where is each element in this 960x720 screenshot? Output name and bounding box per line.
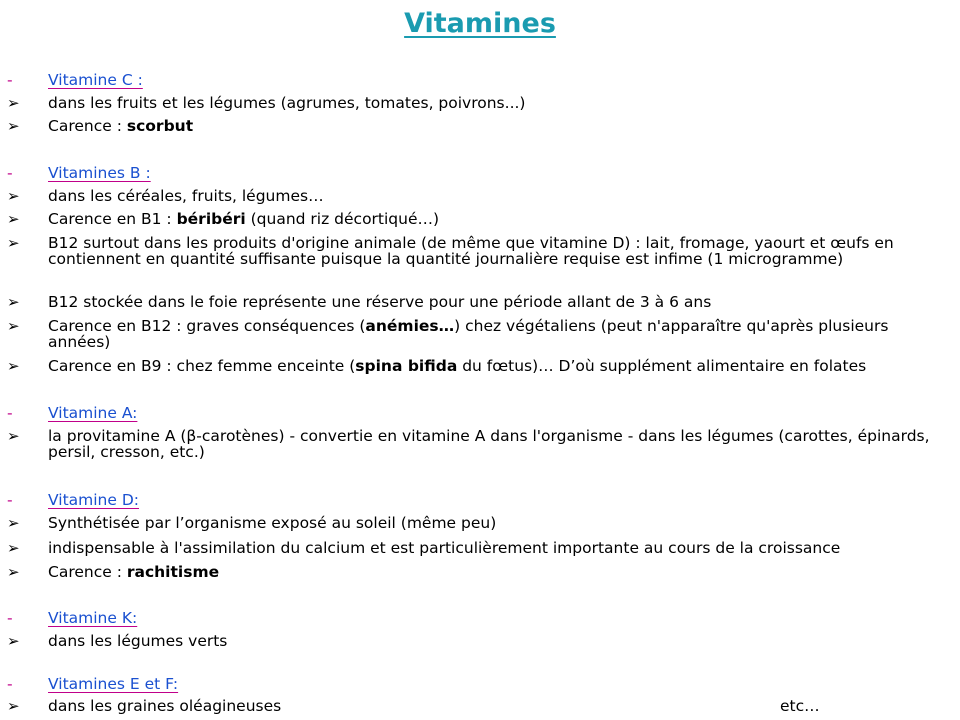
bullet-text: B12 stockée dans le foie représente une réserve pour une période allant de 3 à 6 ans: [48, 293, 712, 311]
dash-marker: -: [7, 675, 13, 693]
dash-marker: -: [7, 164, 13, 182]
section-heading-label: Vitamine C :: [48, 71, 143, 89]
bullet-text: dans les céréales, fruits, légumes…: [48, 187, 324, 205]
bullet-text: Synthétisée par l’organisme exposé au soleil (même peu): [48, 514, 497, 532]
section-heading-label: Vitamine K:: [48, 609, 138, 627]
bullet-text: Carence en B1 : béribéri (quand riz décortiqué…): [48, 210, 440, 228]
bullet-text: dans les fruits et les légumes (agrumes, tomates, poivrons...): [48, 94, 526, 112]
bullet-text: la provitamine A (β-carotènes) - convertie en vitamine A dans l'organisme - dans les légumes (carottes, épinards, persil, cresson, etc.): [48, 427, 930, 461]
section-heading-label: Vitamine A:: [48, 404, 138, 422]
trailing-etc: etc…: [780, 697, 820, 715]
dash-marker: -: [7, 609, 13, 627]
arrow-bullet-icon: ➢: [7, 293, 20, 311]
page-title: Vitamines: [404, 8, 556, 39]
bullet-text: dans les légumes verts: [48, 632, 228, 650]
arrow-bullet-icon: ➢: [7, 632, 20, 650]
section-heading-label: Vitamines E et F:: [48, 675, 179, 693]
arrow-bullet-icon: ➢: [7, 357, 20, 375]
bold-term: anémies…: [365, 317, 455, 335]
bullet-text: B12 surtout dans les produits d'origine animale (de même que vitamine D) : lait, fromage, yaourt et œufs en contiennent en quantité suffisante puisque la quantité journalière requise est infime (1 microgramme): [48, 234, 894, 268]
arrow-bullet-icon: ➢: [7, 317, 20, 335]
section-heading-label: Vitamines B :: [48, 164, 151, 182]
arrow-bullet-icon: ➢: [7, 187, 20, 205]
arrow-bullet-icon: ➢: [7, 514, 20, 532]
section-heading-label: Vitamine D:: [48, 491, 139, 509]
arrow-bullet-icon: ➢: [7, 94, 20, 112]
bullet-text: Carence en B12 : graves conséquences (anémies…) chez végétaliens (peut n'apparaître qu'après plusieurs années): [48, 317, 889, 351]
arrow-bullet-icon: ➢: [7, 210, 20, 228]
bold-term: rachitisme: [126, 563, 220, 581]
bullet-text: Carence : scorbut: [48, 117, 194, 135]
dash-marker: -: [7, 404, 13, 422]
dash-marker: -: [7, 71, 13, 89]
bullet-text: Carence : rachitisme: [48, 563, 220, 581]
bold-term: scorbut: [126, 117, 194, 135]
arrow-bullet-icon: ➢: [7, 563, 20, 581]
bold-term: béribéri: [176, 210, 246, 228]
arrow-bullet-icon: ➢: [7, 539, 20, 557]
arrow-bullet-icon: ➢: [7, 427, 20, 445]
arrow-bullet-icon: ➢: [7, 234, 20, 252]
bold-term: spina bifida: [355, 357, 458, 375]
bullet-text: dans les graines oléagineuses: [48, 697, 282, 715]
arrow-bullet-icon: ➢: [7, 117, 20, 135]
bullet-text: Carence en B9 : chez femme enceinte (spina bifida du fœtus)… D’où supplément alimentaire en folates: [48, 357, 867, 375]
arrow-bullet-icon: ➢: [7, 697, 20, 715]
dash-marker: -: [7, 491, 13, 509]
bullet-text: indispensable à l'assimilation du calcium et est particulièrement importante au cours de la croissance: [48, 539, 841, 557]
